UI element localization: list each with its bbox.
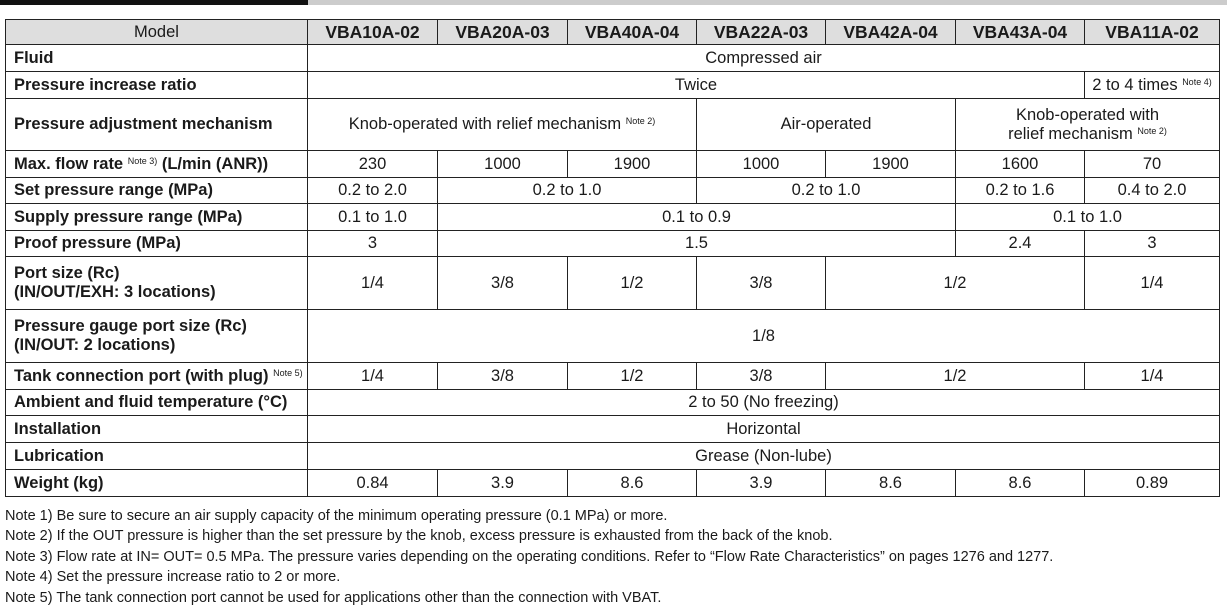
header-rule-light [308, 0, 1227, 5]
specifications-table [5, 19, 1220, 497]
cell-value: 1000 [438, 151, 568, 178]
row-label: Max. flow rate $^{Note 3)}$ (L/min (ANR)) [6, 151, 308, 178]
cell-value: 1/2 [826, 363, 1085, 390]
cell-value: Grease (Non-lube) [308, 443, 1220, 470]
table-row-fluid [6, 45, 1220, 72]
cell-value: 0.1 to 1.0 [956, 204, 1220, 231]
cell-value: 3 [308, 231, 438, 257]
model-column-header: VBA10A-02 [308, 20, 438, 45]
header-row [6, 20, 1220, 45]
cell-value: 0.4 to 2.0 [1085, 178, 1220, 204]
cell-value: 0.2 to 1.0 [697, 178, 956, 204]
cell-value: Horizontal [308, 416, 1220, 443]
row-label: Supply pressure range (MPa) [6, 204, 308, 231]
cell-value: Air-operated [697, 99, 956, 151]
table-row-set-pressure [6, 178, 1220, 204]
cell-value: 1/2 [568, 257, 697, 310]
cell-value: 1900 [826, 151, 956, 178]
cell-value: 3.9 [697, 470, 826, 497]
cell-value: 3 [1085, 231, 1220, 257]
note-marker: Note 2) [1137, 125, 1167, 136]
cell-value: Knob-operated with relief mechanism $^{Note 2)}$ [308, 99, 697, 151]
cell-value: 3/8 [697, 363, 826, 390]
cell-value: 0.1 to 1.0 [308, 204, 438, 231]
cell-value: 1900 [568, 151, 697, 178]
note-marker: Note 2) [625, 116, 656, 126]
cell-value: 3/8 [697, 257, 826, 310]
footnote: Note 5) The tank connection port cannot be used for applications other than the connection with VBAT. [5, 589, 662, 606]
cell-value: 1/4 [308, 257, 438, 310]
row-label: Port size (Rc) (IN/OUT/EXH: 3 locations) [6, 257, 308, 310]
row-label: Weight (kg) [6, 470, 308, 497]
cell-value: 1.5 [438, 231, 956, 257]
cell-value: Compressed air [308, 45, 1220, 72]
cell-value: 1/2 [568, 363, 697, 390]
table-row-weight [6, 470, 1220, 497]
model-column-header: VBA40A-04 [568, 20, 697, 45]
table-row-port-size [6, 257, 1220, 310]
cell-value: 1600 [956, 151, 1085, 178]
row-label: Ambient and fluid temperature (°C) [6, 390, 308, 416]
note-marker: Note 3) [127, 155, 158, 166]
table-row-supply-pressure [6, 204, 1220, 231]
cell-value: 3.9 [438, 470, 568, 497]
row-label: Installation [6, 416, 308, 443]
cell-value: 1/4 [1085, 257, 1220, 310]
cell-value: 8.6 [568, 470, 697, 497]
cell-value: 230 [308, 151, 438, 178]
table-row-gauge-port [6, 310, 1220, 363]
note-marker: Note 4) [1182, 76, 1212, 87]
cell-value: 8.6 [956, 470, 1085, 497]
cell-value: Twice [308, 72, 1085, 99]
footnote: Note 1) Be sure to secure an air supply capacity of the minimum operating pressure (0.1 MPa) or more. [5, 508, 668, 524]
cell-value: 70 [1085, 151, 1220, 178]
note-marker: Note 5) [273, 367, 303, 378]
table-row-ratio [6, 72, 1220, 99]
table-row-flow-rate [6, 151, 1220, 178]
row-label: Fluid [6, 45, 308, 72]
cell-value: 1/8 [308, 310, 1220, 363]
table-row-proof-pressure [6, 231, 1220, 257]
model-column-header: VBA42A-04 [826, 20, 956, 45]
cell-value: 1/2 [826, 257, 1085, 310]
row-label: Pressure gauge port size (Rc) (IN/OUT: 2 locations) [6, 310, 308, 363]
table-row-lubrication [6, 443, 1220, 470]
cell-value: 1000 [697, 151, 826, 178]
cell-value: 0.89 [1085, 470, 1220, 497]
header-rule-dark [0, 0, 308, 5]
cell-value: 0.2 to 2.0 [308, 178, 438, 204]
table-row-temperature [6, 390, 1220, 416]
cell-value: 0.1 to 0.9 [438, 204, 956, 231]
cell-value: 3/8 [438, 363, 568, 390]
cell-value: 3/8 [438, 257, 568, 310]
footnotes [5, 506, 1053, 608]
row-label: Tank connection port (with plug) $^{Note 5)}$ [6, 363, 308, 390]
cell-value: 0.2 to 1.0 [438, 178, 697, 204]
table-row-installation [6, 416, 1220, 443]
cell-value: 0.84 [308, 470, 438, 497]
row-label: Proof pressure (MPa) [6, 231, 308, 257]
table-row-tank-port [6, 363, 1220, 390]
cell-value: Knob-operated with relief mechanism $^{Note 2)}$ [956, 99, 1220, 151]
cell-value: 0.2 to 1.6 [956, 178, 1085, 204]
row-label: Pressure increase ratio [6, 72, 308, 99]
row-label: Lubrication [6, 443, 308, 470]
cell-value: 1/4 [1085, 363, 1220, 390]
model-header: Model [6, 20, 308, 45]
table-row-adjustment [6, 99, 1220, 151]
model-column-header: VBA11A-02 [1085, 20, 1220, 45]
cell-value: 1/4 [308, 363, 438, 390]
footnote: Note 4) Set the pressure increase ratio to 2 or more. [5, 569, 341, 586]
model-column-header: VBA20A-03 [438, 20, 568, 45]
cell-value: 2.4 [956, 231, 1085, 257]
cell-value: 8.6 [826, 470, 956, 497]
row-label: Pressure adjustment mechanism [6, 99, 308, 151]
cell-value: 2 to 50 (No freezing) [308, 390, 1220, 416]
row-label: Set pressure range (MPa) [6, 178, 308, 204]
model-column-header: VBA43A-04 [956, 20, 1085, 45]
footnote: Note 3) Flow rate at IN= OUT= 0.5 MPa. The pressure varies depending on the operating conditions. Refer to “Flow Rate Characteristics” on pages 1276 and 1277. [5, 548, 1054, 565]
cell-value: 2 to 4 times $^{Note 4)}$ [1085, 72, 1220, 99]
model-column-header: VBA22A-03 [697, 20, 826, 45]
footnote: Note 2) If the OUT pressure is higher than the set pressure by the knob, excess pressure is exhausted from the back of the knob. [5, 528, 833, 545]
